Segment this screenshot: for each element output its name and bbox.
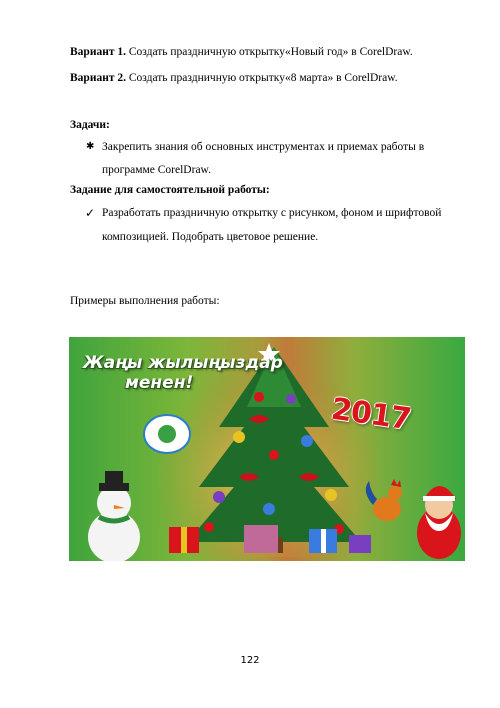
new-year-card-image xyxy=(69,337,465,561)
star-bullet-icon: ✱ xyxy=(86,141,95,152)
examples-label: Примеры выполнения работы: xyxy=(70,295,220,307)
variant-2 xyxy=(70,70,398,86)
tasks-heading: Задачи: xyxy=(70,119,110,131)
checkmark-icon: ✓ xyxy=(85,206,96,220)
variant-1 xyxy=(70,44,413,60)
santa-character xyxy=(417,486,461,559)
snowman-character xyxy=(88,471,140,561)
task-item-line-1: Закрепить знания об основных инструментах и приемах работы в xyxy=(102,141,425,153)
school-emblem xyxy=(144,415,190,453)
self-work-heading: Задание для самостоятельной работы: xyxy=(70,184,270,196)
card-year: 2017 xyxy=(328,391,413,438)
task-item-line-2: программе CorelDraw. xyxy=(102,164,211,176)
variant-2-text: Создать праздничную открытку«8 марта» в CorelDraw. xyxy=(128,72,398,84)
self-work-item-line-1: Разработать праздничную открытку с рисунком, фоном и шрифтовой xyxy=(102,207,442,219)
page-number: 122 xyxy=(240,655,260,666)
variant-1-label: Вариант 1. xyxy=(70,46,126,58)
variant-1-text: Создать праздничную открытку«Новый год» в CorelDraw. xyxy=(128,46,413,58)
self-work-item-line-2: композицией. Подобрать цветовое решение. xyxy=(102,231,319,243)
card-greeting-line-1: Жаңы жылыңыздар xyxy=(83,353,283,373)
card-greeting-line-2: менен! xyxy=(125,373,194,393)
variant-2-label: Вариант 2. xyxy=(70,72,126,84)
